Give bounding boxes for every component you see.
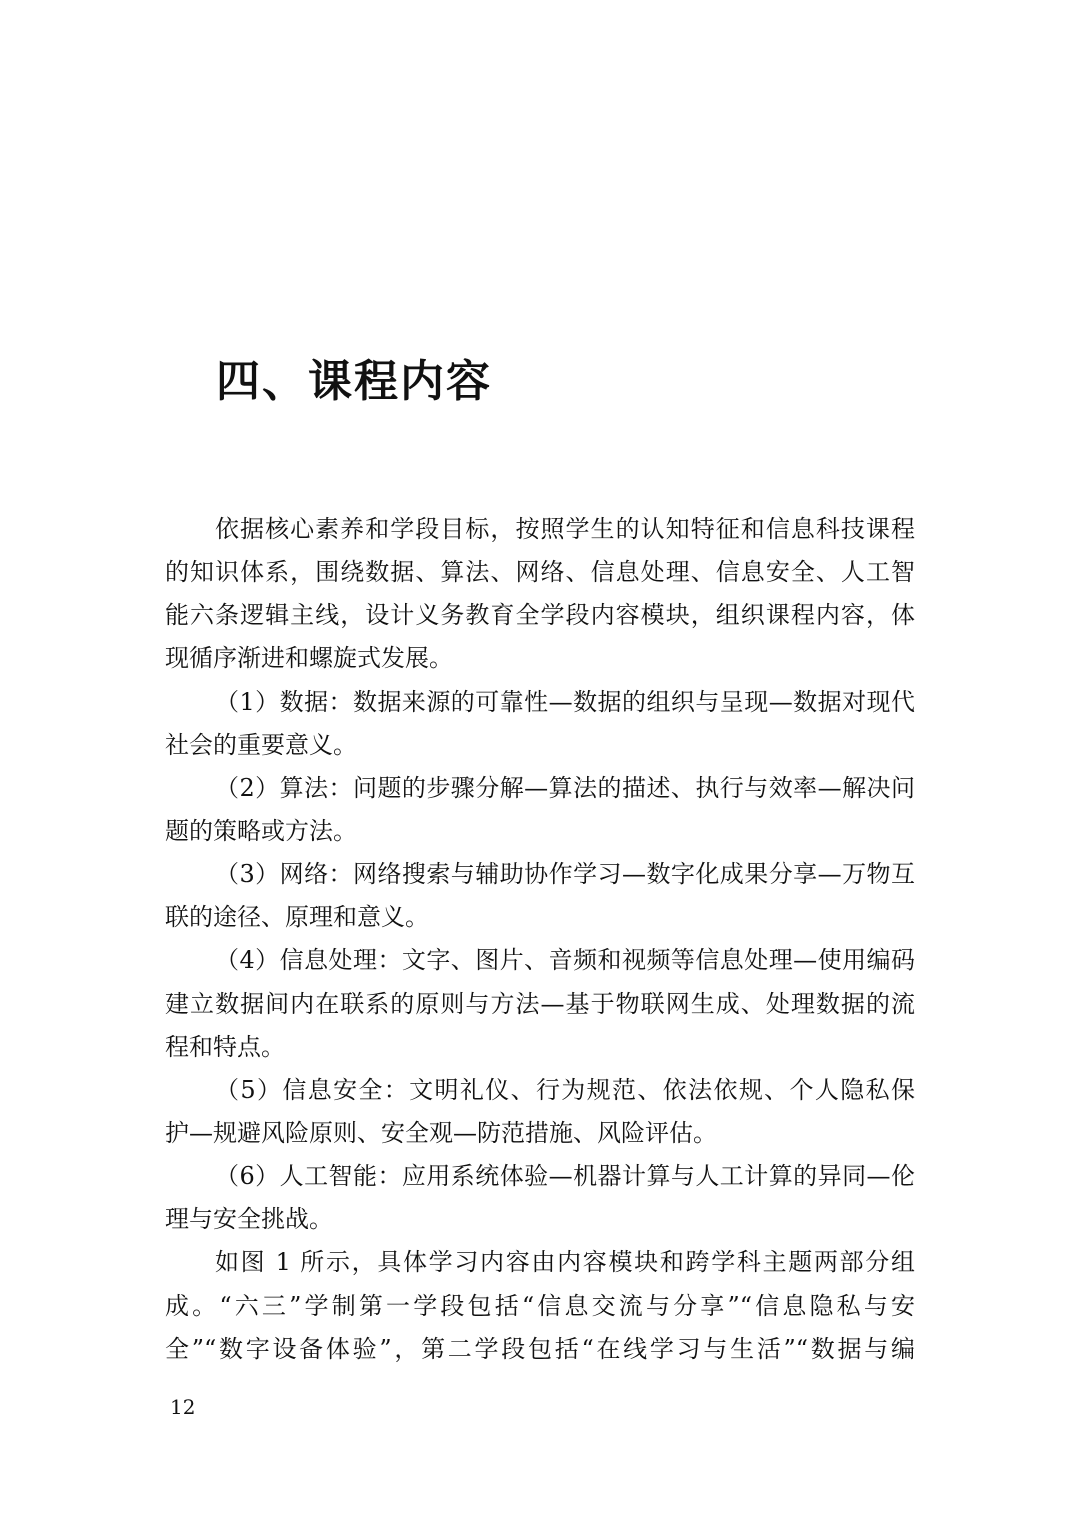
text-line: 如图 1 所示，具体学习内容由内容模块和跨学科主题两部分组 (215, 1248, 915, 1277)
text-line: 能六条逻辑主线，设计义务教育全学段内容模块，组织课程内容，体 (165, 601, 915, 630)
text-line: 社会的重要意义。 (165, 730, 357, 759)
text-line: （6）人工智能：应用系统体验—机器计算与人工计算的异同—伦 (215, 1162, 915, 1191)
text-line: （1）数据：数据来源的可靠性—数据的组织与呈现—数据对现代 (215, 687, 915, 716)
text-line: 依据核心素养和学段目标，按照学生的认知特征和信息科技课程 (215, 515, 915, 543)
paragraph (165, 681, 915, 767)
text-line: 护—规避风险原则、安全观—防范措施、风险评估。 (165, 1118, 717, 1147)
text-line: （2）算法：问题的步骤分解—算法的描述、执行与效率—解决问 (215, 773, 915, 802)
text-line: 题的策略或方法。 (165, 816, 357, 845)
body-text (165, 508, 915, 1371)
text-line: 程和特点。 (165, 1032, 285, 1061)
paragraph (165, 939, 915, 1068)
text-line: 全”“数字设备体验”，第二学段包括“在线学习与生活”“数据与编 (165, 1334, 915, 1363)
paragraph (165, 1069, 915, 1155)
text-line: 建立数据间内在联系的原则与方法—基于物联网生成、处理数据的流 (165, 989, 915, 1018)
section-title: 四、课程内容 (216, 356, 492, 407)
page-number: 12 (170, 1395, 196, 1419)
text-line: 理与安全挑战。 (165, 1205, 333, 1234)
text-line: （5）信息安全：文明礼仪、行为规范、依法依规、个人隐私保 (215, 1075, 915, 1104)
text-line: 成。“六三”学制第一学段包括“信息交流与分享”“信息隐私与安 (165, 1291, 915, 1320)
paragraph (165, 1241, 915, 1370)
paragraph (165, 853, 915, 939)
paragraph (165, 508, 915, 681)
text-line: （3）网络：网络搜索与辅助协作学习—数字化成果分享—万物互 (215, 860, 915, 889)
text-line: 联的途径、原理和意义。 (165, 903, 429, 932)
text-line: （4）信息处理：文字、图片、音频和视频等信息处理—使用编码 (215, 946, 915, 975)
text-line: 的知识体系，围绕数据、算法、网络、信息处理、信息安全、人工智 (165, 558, 915, 587)
paragraph (165, 767, 915, 853)
paragraph (165, 1155, 915, 1241)
text-line: 现循序渐进和螺旋式发展。 (165, 644, 453, 673)
